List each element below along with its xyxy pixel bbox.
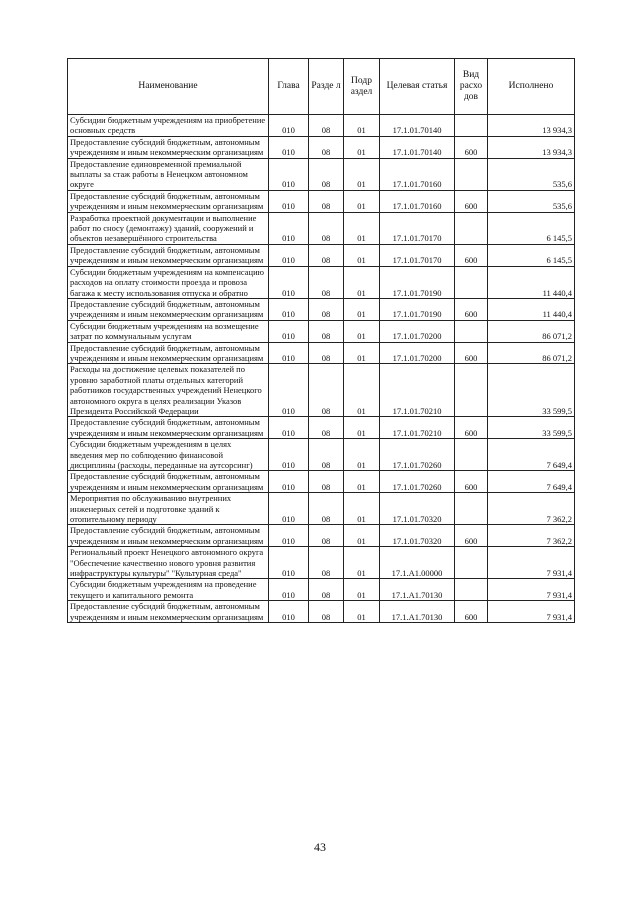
table-row (68, 190, 575, 212)
row-subsection: 01 (344, 579, 380, 601)
row-name: Разработка проектной документации и выполнение работ по сносу (демонтажу) зданий, сооружений и объектов незавершённого строительства (68, 212, 269, 244)
row-name: Субсидии бюджетным учреждениям на возмещение затрат по коммунальным услугам (68, 320, 269, 342)
row-section: 08 (309, 266, 344, 298)
row-amount: 86 071,2 (488, 320, 575, 342)
row-amount: 7 931,4 (488, 601, 575, 623)
row-chapter: 010 (269, 493, 309, 525)
row-name: Предоставление субсидий бюджетным, автономным учреждениям и иным некоммерческим организациям (68, 417, 269, 439)
row-expense-type (455, 266, 488, 298)
row-target-item: 17.1.01.70210 (380, 364, 455, 417)
row-subsection: 01 (344, 493, 380, 525)
table-row (68, 298, 575, 320)
row-chapter: 010 (269, 320, 309, 342)
row-expense-type: 600 (455, 471, 488, 493)
row-amount: 7 649,4 (488, 439, 575, 471)
row-section: 08 (309, 579, 344, 601)
row-name: Предоставление субсидий бюджетным, автономным учреждениям и иным некоммерческим организациям (68, 601, 269, 623)
row-chapter: 010 (269, 579, 309, 601)
table-row (68, 212, 575, 244)
row-section: 08 (309, 158, 344, 190)
row-target-item: 17.1.01.70320 (380, 525, 455, 547)
row-section: 08 (309, 320, 344, 342)
row-expense-type: 600 (455, 342, 488, 364)
row-section: 08 (309, 115, 344, 137)
row-amount: 535,6 (488, 158, 575, 190)
header-name: Наименование (68, 59, 269, 115)
table-row (68, 320, 575, 342)
table-row (68, 158, 575, 190)
row-expense-type (455, 364, 488, 417)
table-row (68, 244, 575, 266)
row-chapter: 010 (269, 417, 309, 439)
row-subsection: 01 (344, 115, 380, 137)
table-row (68, 417, 575, 439)
row-section: 08 (309, 471, 344, 493)
row-target-item: 17.1.01.70190 (380, 298, 455, 320)
row-target-item: 17.1.A1.00000 (380, 547, 455, 579)
row-expense-type (455, 579, 488, 601)
row-subsection: 01 (344, 158, 380, 190)
row-expense-type (455, 547, 488, 579)
row-subsection: 01 (344, 364, 380, 417)
row-expense-type (455, 212, 488, 244)
row-target-item: 17.1.01.70170 (380, 244, 455, 266)
row-amount: 6 145,5 (488, 212, 575, 244)
row-name: Региональный проект Ненецкого автономного округа "Обеспечение качественно нового уровня развития инфраструктуры культуры" "Культурная среда" (68, 547, 269, 579)
row-section: 08 (309, 298, 344, 320)
row-section: 08 (309, 493, 344, 525)
row-subsection: 01 (344, 320, 380, 342)
row-expense-type: 600 (455, 298, 488, 320)
row-expense-type (455, 493, 488, 525)
row-chapter: 010 (269, 136, 309, 158)
table-row (68, 115, 575, 137)
row-subsection: 01 (344, 136, 380, 158)
table-row (68, 266, 575, 298)
row-name: Субсидии бюджетным учреждениям на компенсацию расходов на оплату стоимости проезда и провоза багажа к месту использования отпуска и обратно (68, 266, 269, 298)
row-chapter: 010 (269, 601, 309, 623)
row-expense-type (455, 320, 488, 342)
row-subsection: 01 (344, 244, 380, 266)
row-amount: 13 934,3 (488, 136, 575, 158)
table-header-row (68, 59, 575, 115)
row-chapter: 010 (269, 190, 309, 212)
row-section: 08 (309, 212, 344, 244)
row-section: 08 (309, 136, 344, 158)
page-number: 43 (314, 840, 326, 854)
row-target-item: 17.1.01.70160 (380, 158, 455, 190)
table-row (68, 439, 575, 471)
row-name: Предоставление субсидий бюджетным, автономным учреждениям и иным некоммерческим организациям (68, 342, 269, 364)
row-name: Предоставление субсидий бюджетным, автономным учреждениям и иным некоммерческим организациям (68, 244, 269, 266)
row-subsection: 01 (344, 471, 380, 493)
row-section: 08 (309, 417, 344, 439)
row-amount: 535,6 (488, 190, 575, 212)
row-expense-type: 600 (455, 525, 488, 547)
row-expense-type: 600 (455, 417, 488, 439)
row-section: 08 (309, 439, 344, 471)
row-amount: 33 599,5 (488, 364, 575, 417)
row-name: Мероприятия по обслуживанию внутренних инженерных сетей и подготовке зданий к отопительному периоду (68, 493, 269, 525)
row-chapter: 010 (269, 266, 309, 298)
row-name: Расходы на достижение целевых показателей по уровню заработной платы отдельных категорий работников государственных учреждений Ненецкого автономного округа в целях реализации Указов Президента Российской Федерации (68, 364, 269, 417)
table-row (68, 471, 575, 493)
table-row (68, 342, 575, 364)
header-section: Разде л (309, 59, 344, 115)
row-name: Предоставление субсидий бюджетным, автономным учреждениям и иным некоммерческим организациям (68, 471, 269, 493)
row-amount: 6 145,5 (488, 244, 575, 266)
row-chapter: 010 (269, 547, 309, 579)
row-name: Предоставление субсидий бюджетным, автономным учреждениям и иным некоммерческим организациям (68, 136, 269, 158)
row-target-item: 17.1.A1.70130 (380, 579, 455, 601)
row-name: Предоставление субсидий бюджетным, автономным учреждениям и иным некоммерческим организациям (68, 190, 269, 212)
row-amount: 11 440,4 (488, 298, 575, 320)
row-expense-type: 600 (455, 244, 488, 266)
row-target-item: 17.1.01.70140 (380, 115, 455, 137)
row-target-item: 17.1.01.70200 (380, 342, 455, 364)
row-expense-type: 600 (455, 601, 488, 623)
row-chapter: 010 (269, 298, 309, 320)
row-name: Предоставление субсидий бюджетным, автономным учреждениям и иным некоммерческим организациям (68, 525, 269, 547)
row-chapter: 010 (269, 439, 309, 471)
row-chapter: 010 (269, 158, 309, 190)
row-name: Субсидии бюджетным учреждениям в целях введения мер по соблюдению финансовой дисциплины (расходы, переданные на аутсорсинг) (68, 439, 269, 471)
row-target-item: 17.1.01.70200 (380, 320, 455, 342)
row-target-item: 17.1.01.70260 (380, 439, 455, 471)
row-amount: 13 934,3 (488, 115, 575, 137)
row-name: Предоставление единовременной премиальной выплаты за стаж работы в Ненецком автономном округе (68, 158, 269, 190)
header-chapter: Глава (269, 59, 309, 115)
budget-table (67, 58, 575, 623)
table-row (68, 364, 575, 417)
row-subsection: 01 (344, 601, 380, 623)
row-expense-type (455, 158, 488, 190)
row-target-item: 17.1.A1.70130 (380, 601, 455, 623)
row-section: 08 (309, 244, 344, 266)
row-amount: 7 362,2 (488, 493, 575, 525)
row-amount: 7 362,2 (488, 525, 575, 547)
row-chapter: 010 (269, 212, 309, 244)
row-amount: 33 599,5 (488, 417, 575, 439)
row-expense-type (455, 115, 488, 137)
header-subsection: Подр аздел (344, 59, 380, 115)
row-subsection: 01 (344, 525, 380, 547)
row-chapter: 010 (269, 471, 309, 493)
table-row (68, 136, 575, 158)
row-name: Субсидии бюджетным учреждениям на проведение текущего и капитального ремонта (68, 579, 269, 601)
row-subsection: 01 (344, 298, 380, 320)
header-target-item: Целевая статья (380, 59, 455, 115)
row-expense-type: 600 (455, 136, 488, 158)
row-section: 08 (309, 525, 344, 547)
row-amount: 11 440,4 (488, 266, 575, 298)
row-subsection: 01 (344, 342, 380, 364)
row-amount: 7 931,4 (488, 579, 575, 601)
row-subsection: 01 (344, 190, 380, 212)
row-subsection: 01 (344, 439, 380, 471)
row-subsection: 01 (344, 547, 380, 579)
row-section: 08 (309, 547, 344, 579)
row-expense-type (455, 439, 488, 471)
row-target-item: 17.1.01.70190 (380, 266, 455, 298)
row-amount: 86 071,2 (488, 342, 575, 364)
table-row (68, 525, 575, 547)
table-row (68, 601, 575, 623)
table-row (68, 579, 575, 601)
row-chapter: 010 (269, 244, 309, 266)
row-chapter: 010 (269, 525, 309, 547)
row-expense-type: 600 (455, 190, 488, 212)
row-target-item: 17.1.01.70160 (380, 190, 455, 212)
row-target-item: 17.1.01.70210 (380, 417, 455, 439)
row-amount: 7 649,4 (488, 471, 575, 493)
row-section: 08 (309, 342, 344, 364)
row-target-item: 17.1.01.70320 (380, 493, 455, 525)
row-subsection: 01 (344, 417, 380, 439)
table-body (68, 115, 575, 623)
row-target-item: 17.1.01.70170 (380, 212, 455, 244)
row-chapter: 010 (269, 364, 309, 417)
table-row (68, 493, 575, 525)
row-subsection: 01 (344, 266, 380, 298)
row-section: 08 (309, 601, 344, 623)
table-row (68, 547, 575, 579)
row-chapter: 010 (269, 342, 309, 364)
header-expense-type: Вид расхо дов (455, 59, 488, 115)
row-name: Субсидии бюджетным учреждениям на приобретение основных средств (68, 115, 269, 137)
row-name: Предоставление субсидий бюджетным, автономным учреждениям и иным некоммерческим организациям (68, 298, 269, 320)
header-executed: Исполнено (488, 59, 575, 115)
row-section: 08 (309, 364, 344, 417)
row-subsection: 01 (344, 212, 380, 244)
row-chapter: 010 (269, 115, 309, 137)
row-target-item: 17.1.01.70140 (380, 136, 455, 158)
row-section: 08 (309, 190, 344, 212)
row-target-item: 17.1.01.70260 (380, 471, 455, 493)
row-amount: 7 931,4 (488, 547, 575, 579)
